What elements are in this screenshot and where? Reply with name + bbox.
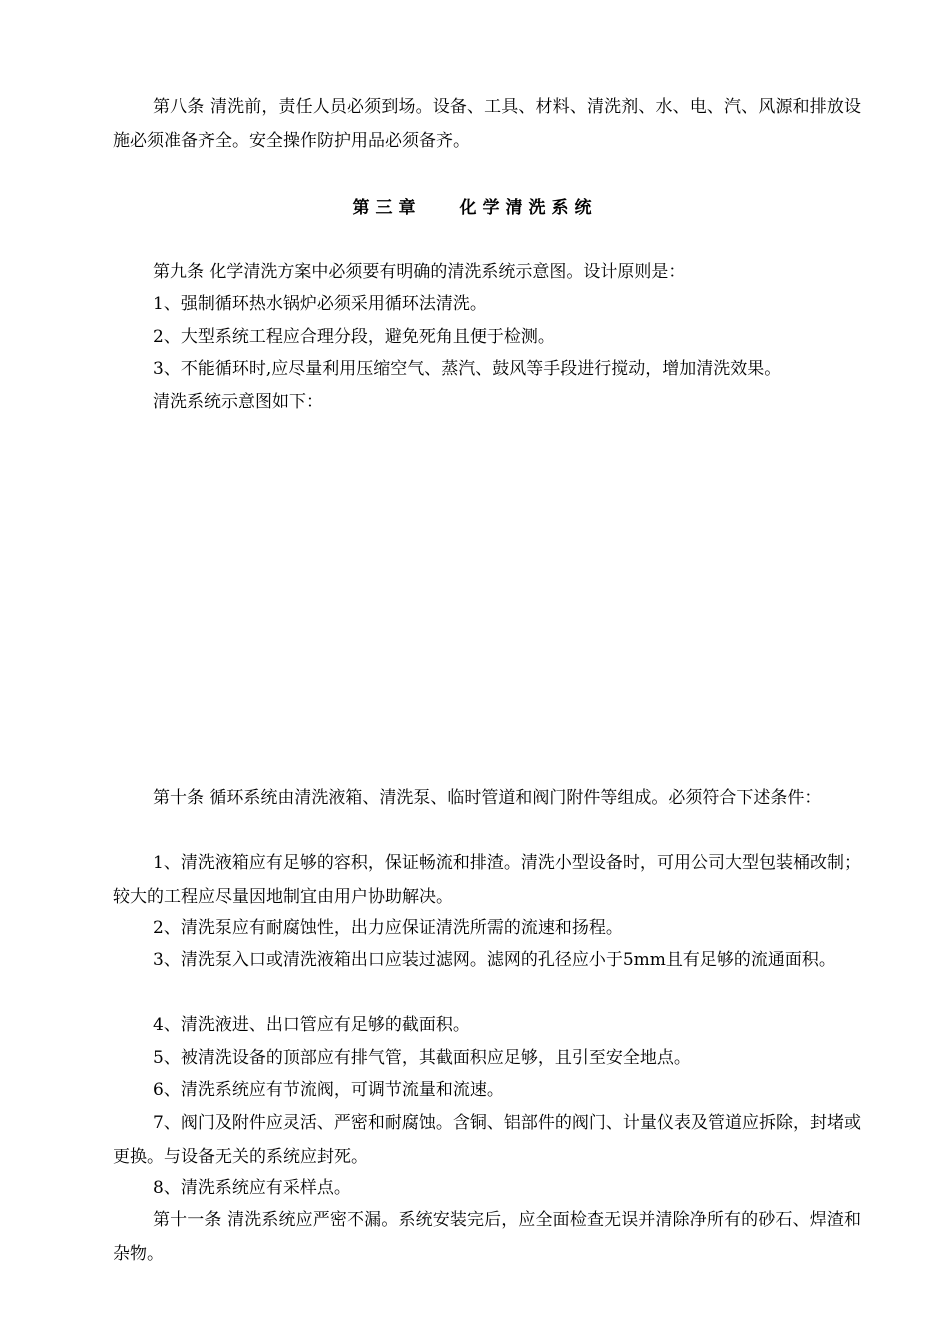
chapter-number: 第三章	[352, 198, 422, 218]
article-8-paragraph: 第八条 清洗前，责任人员必须到场。设备、工具、材料、清洗剂、水、电、汽、风源和排放设施必须准备齐全。安全操作防护用品必须备齐。	[113, 97, 861, 151]
article-10-item-8: 8、清洗系统应有采样点。	[153, 1178, 351, 1198]
article-10-item-3: 3、清洗泵入口或清洗液箱出口应装过滤网。滤网的孔径应小于5mm且有足够的流通面积。	[153, 950, 836, 970]
article-10-item-2: 2、清洗泵应有耐腐蚀性，出力应保证清洗所需的流速和扬程。	[153, 918, 623, 938]
article-11-paragraph: 第十一条 清洗系统应严密不漏。系统安装完后，应全面检查无误并清除净所有的砂石、焊渣和杂物。	[113, 1210, 861, 1264]
article-10-item-5: 5、被清洗设备的顶部应有排气管，其截面积应足够，且引至安全地点。	[153, 1048, 691, 1068]
article-10-item-6: 6、清洗系统应有节流阀，可调节流量和流速。	[153, 1080, 504, 1100]
article-10-item-4: 4、清洗液进、出口管应有足够的截面积。	[153, 1015, 470, 1035]
article-9-item-2: 2、大型系统工程应合理分段，避免死角且便于检测。	[153, 327, 555, 347]
diagram-placeholder	[113, 420, 861, 780]
article-10-intro: 第十条 循环系统由清洗液箱、清洗泵、临时管道和阀门附件等组成。必须符合下述条件：	[153, 788, 822, 808]
article-10-item-1: 1、清洗液箱应有足够的容积，保证畅流和排渣。清洗小型设备时，可用公司大型包装桶改制；较大的工程应尽量因地制宜由用户协助解决。	[113, 853, 861, 907]
article-9-item-3: 3、不能循环时,应尽量利用压缩空气、蒸汽、鼓风等手段进行搅动，增加清洗效果。	[153, 359, 782, 379]
article-10-item-7: 7、阀门及附件应灵活、严密和耐腐蚀。含铜、铝部件的阀门、计量仪表及管道应拆除，封堵或更换。与设备无关的系统应封死。	[113, 1113, 861, 1167]
chapter-title: 化学清洗系统	[459, 198, 598, 218]
diagram-caption: 清洗系统示意图如下：	[153, 392, 323, 412]
article-9-intro: 第九条 化学清洗方案中必须要有明确的清洗系统示意图。设计原则是：	[153, 262, 686, 282]
chapter-heading	[0, 193, 950, 218]
article-9-item-1: 1、强制循环热水锅炉必须采用循环法清洗。	[153, 294, 487, 314]
